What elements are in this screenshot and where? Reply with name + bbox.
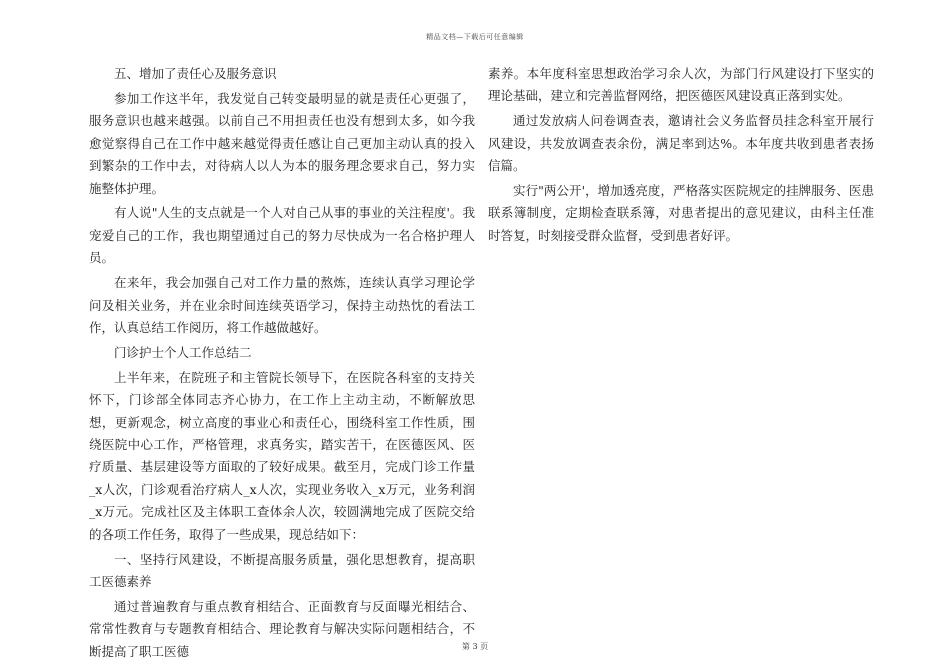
paragraph: 上半年来，在院班子和主管院长领导下，在医院各科室的支持关怀下，门诊部全体同志齐心协力，在工作上主动主动，不断解放思想，更新观念，树立高度的事业心和责任心，围绕科室工作性质，围绕医院中心工作，严格管理，求真务实，踏实苦干，在医德医风、医疗质量、基层建设等方面取的了较好成果。截至月，完成门诊工作量_x人次，门诊观看治疗病人_x人次，实现业务收入_x万元，业务利润_x万元。完成社区及主体职工查体余人次，较圆满地完成了医院交给的各项工作任务，取得了一些成果，现总结如下： [89, 369, 475, 542]
paragraph: 实行"两公开'，增加透亮度，严格落实医院规定的挂牌服务、医患联系簿制度，定期检查联系簿，对患者提出的意见建议，由科主任准时答复，时刻接受群众监督，受到患者好评。 [488, 183, 874, 243]
paragraph: 通过发放病人问卷调查表，邀请社会义务监督员挂念科室开展行风建设，共发放调查表余份，满足率到达%。本年度共收到患者表扬信篇。 [488, 113, 874, 174]
right-column [488, 63, 874, 250]
paragraph: 参加工作这半年，我发觉自己转变最明显的就是责任心更强了，服务意识也越来越强。以前自己不用担责任也没有想到太多，如今我愈觉察得自己在工作中越来越觉得责任感让自己更加主动认真的投入到繁杂的工作中去，对待病人以人为本的服务理念要求自己，努力实施整体护理。 [89, 90, 475, 196]
page-number: 第 3 页 [461, 642, 489, 651]
paragraph-continued: 素养。本年度科室思想政治学习余人次，为部门行风建设打下坚实的理论基础，建立和完善监督网络，把医德医风建设真正落到实处。 [488, 66, 874, 104]
section-heading-1: 一、坚持行风建设，不断提高服务质量，强化思想教育，提高职工医德素养 [89, 551, 475, 589]
left-column [89, 63, 475, 666]
paragraph: 通过普遍教育与重点教育相结合、正面教育与反面曝光相结合、常常性教育与专题教育相结合、理论教育与解决实际问题相结合，不断提高了职工医德 [89, 598, 475, 659]
section-heading-5: 五、增加了责任心及服务意识 [114, 66, 277, 81]
document-title: 门诊护士个人工作总结二 [114, 344, 252, 360]
paragraph: 在来年，我会加强自己对工作力量的熬炼，连续认真学习理论学问及相关业务，并在业余时间连续英语学习，保持主动热忱的看法工作，认真总结工作阅历，将工作越做越好。 [89, 275, 475, 335]
paragraph: 有人说"人生的支点就是一个人对自己从事的事业的关注程度'。我宠爱自己的工作，我也期望通过自己的努力尽快成为一名合格护理人员。 [89, 205, 475, 266]
page-header: 精品文档—下载后可任意编辑 [426, 33, 524, 41]
